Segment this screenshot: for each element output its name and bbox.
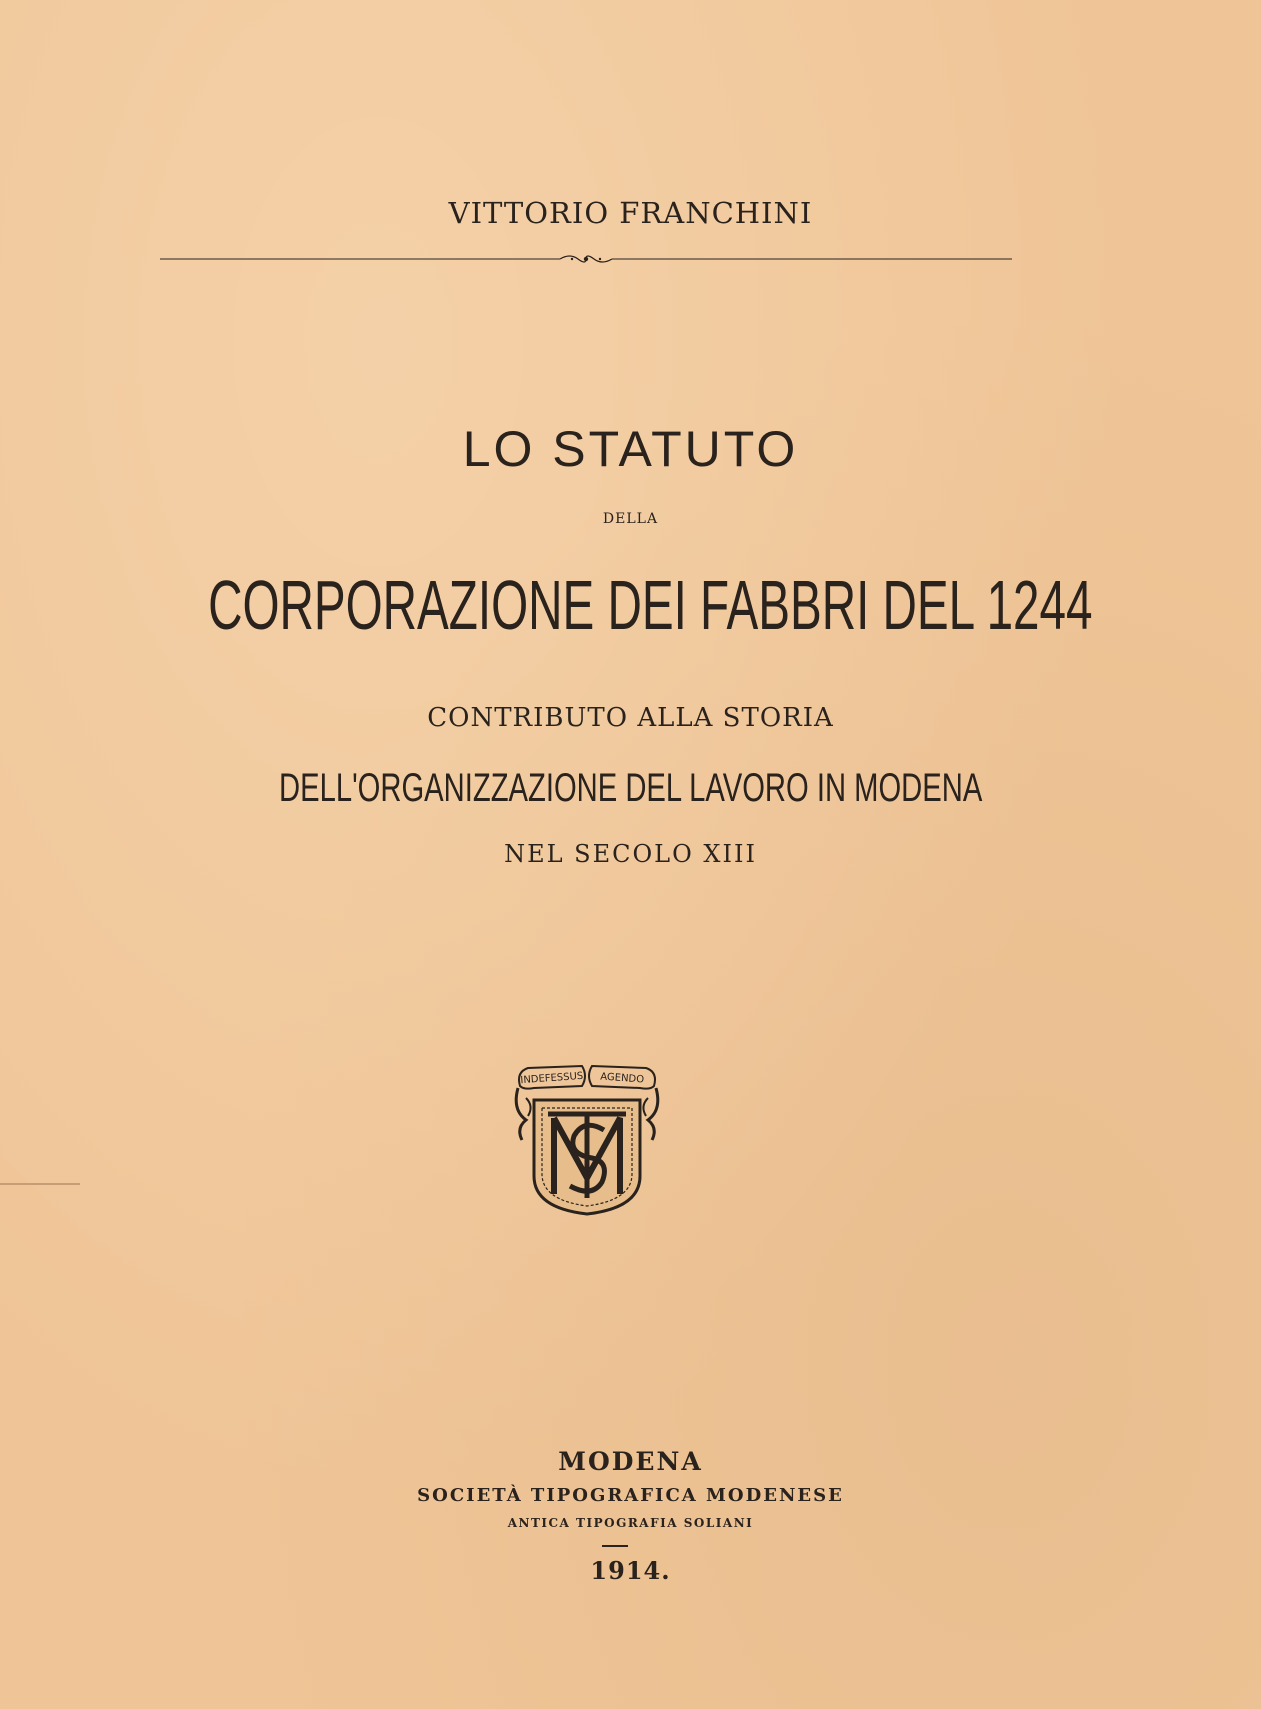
title-line-2 <box>0 566 1261 644</box>
ornamental-rule-icon <box>160 252 1012 266</box>
printer-mark-emblem-icon <box>512 1058 662 1218</box>
imprint-publisher: SOCIETÀ TIPOGRAFICA MODENESE <box>417 1485 844 1506</box>
imprint-divider <box>602 1545 628 1547</box>
paper-edge-mark <box>0 1183 80 1185</box>
imprint-year: 1914. <box>590 1556 671 1585</box>
imprint-place: MODENA <box>558 1447 703 1476</box>
emblem-motto-right: AGENDO <box>599 1071 645 1086</box>
emblem-motto-left: INDEFESSUS <box>520 1070 584 1087</box>
subtitle-line-2-text: DELL'ORGANIZZAZIONE DEL LAVORO IN MODENA <box>278 766 983 810</box>
imprint-printer: ANTICA TIPOGRAFIA SOLIANI <box>507 1516 754 1530</box>
subtitle-line-1: CONTRIBUTO ALLA STORIA <box>427 703 834 733</box>
title-connector: DELLA <box>602 511 659 527</box>
author-name: VITTORIO FRANCHINI <box>448 196 813 230</box>
subtitle-line-2 <box>0 768 1261 808</box>
title-line-1: LO STATUTO <box>462 421 799 477</box>
title-line-2-text: CORPORAZIONE DEI FABBRI DEL 1244 <box>208 566 1093 644</box>
subtitle-line-3: NEL SECOLO XIII <box>504 840 757 868</box>
